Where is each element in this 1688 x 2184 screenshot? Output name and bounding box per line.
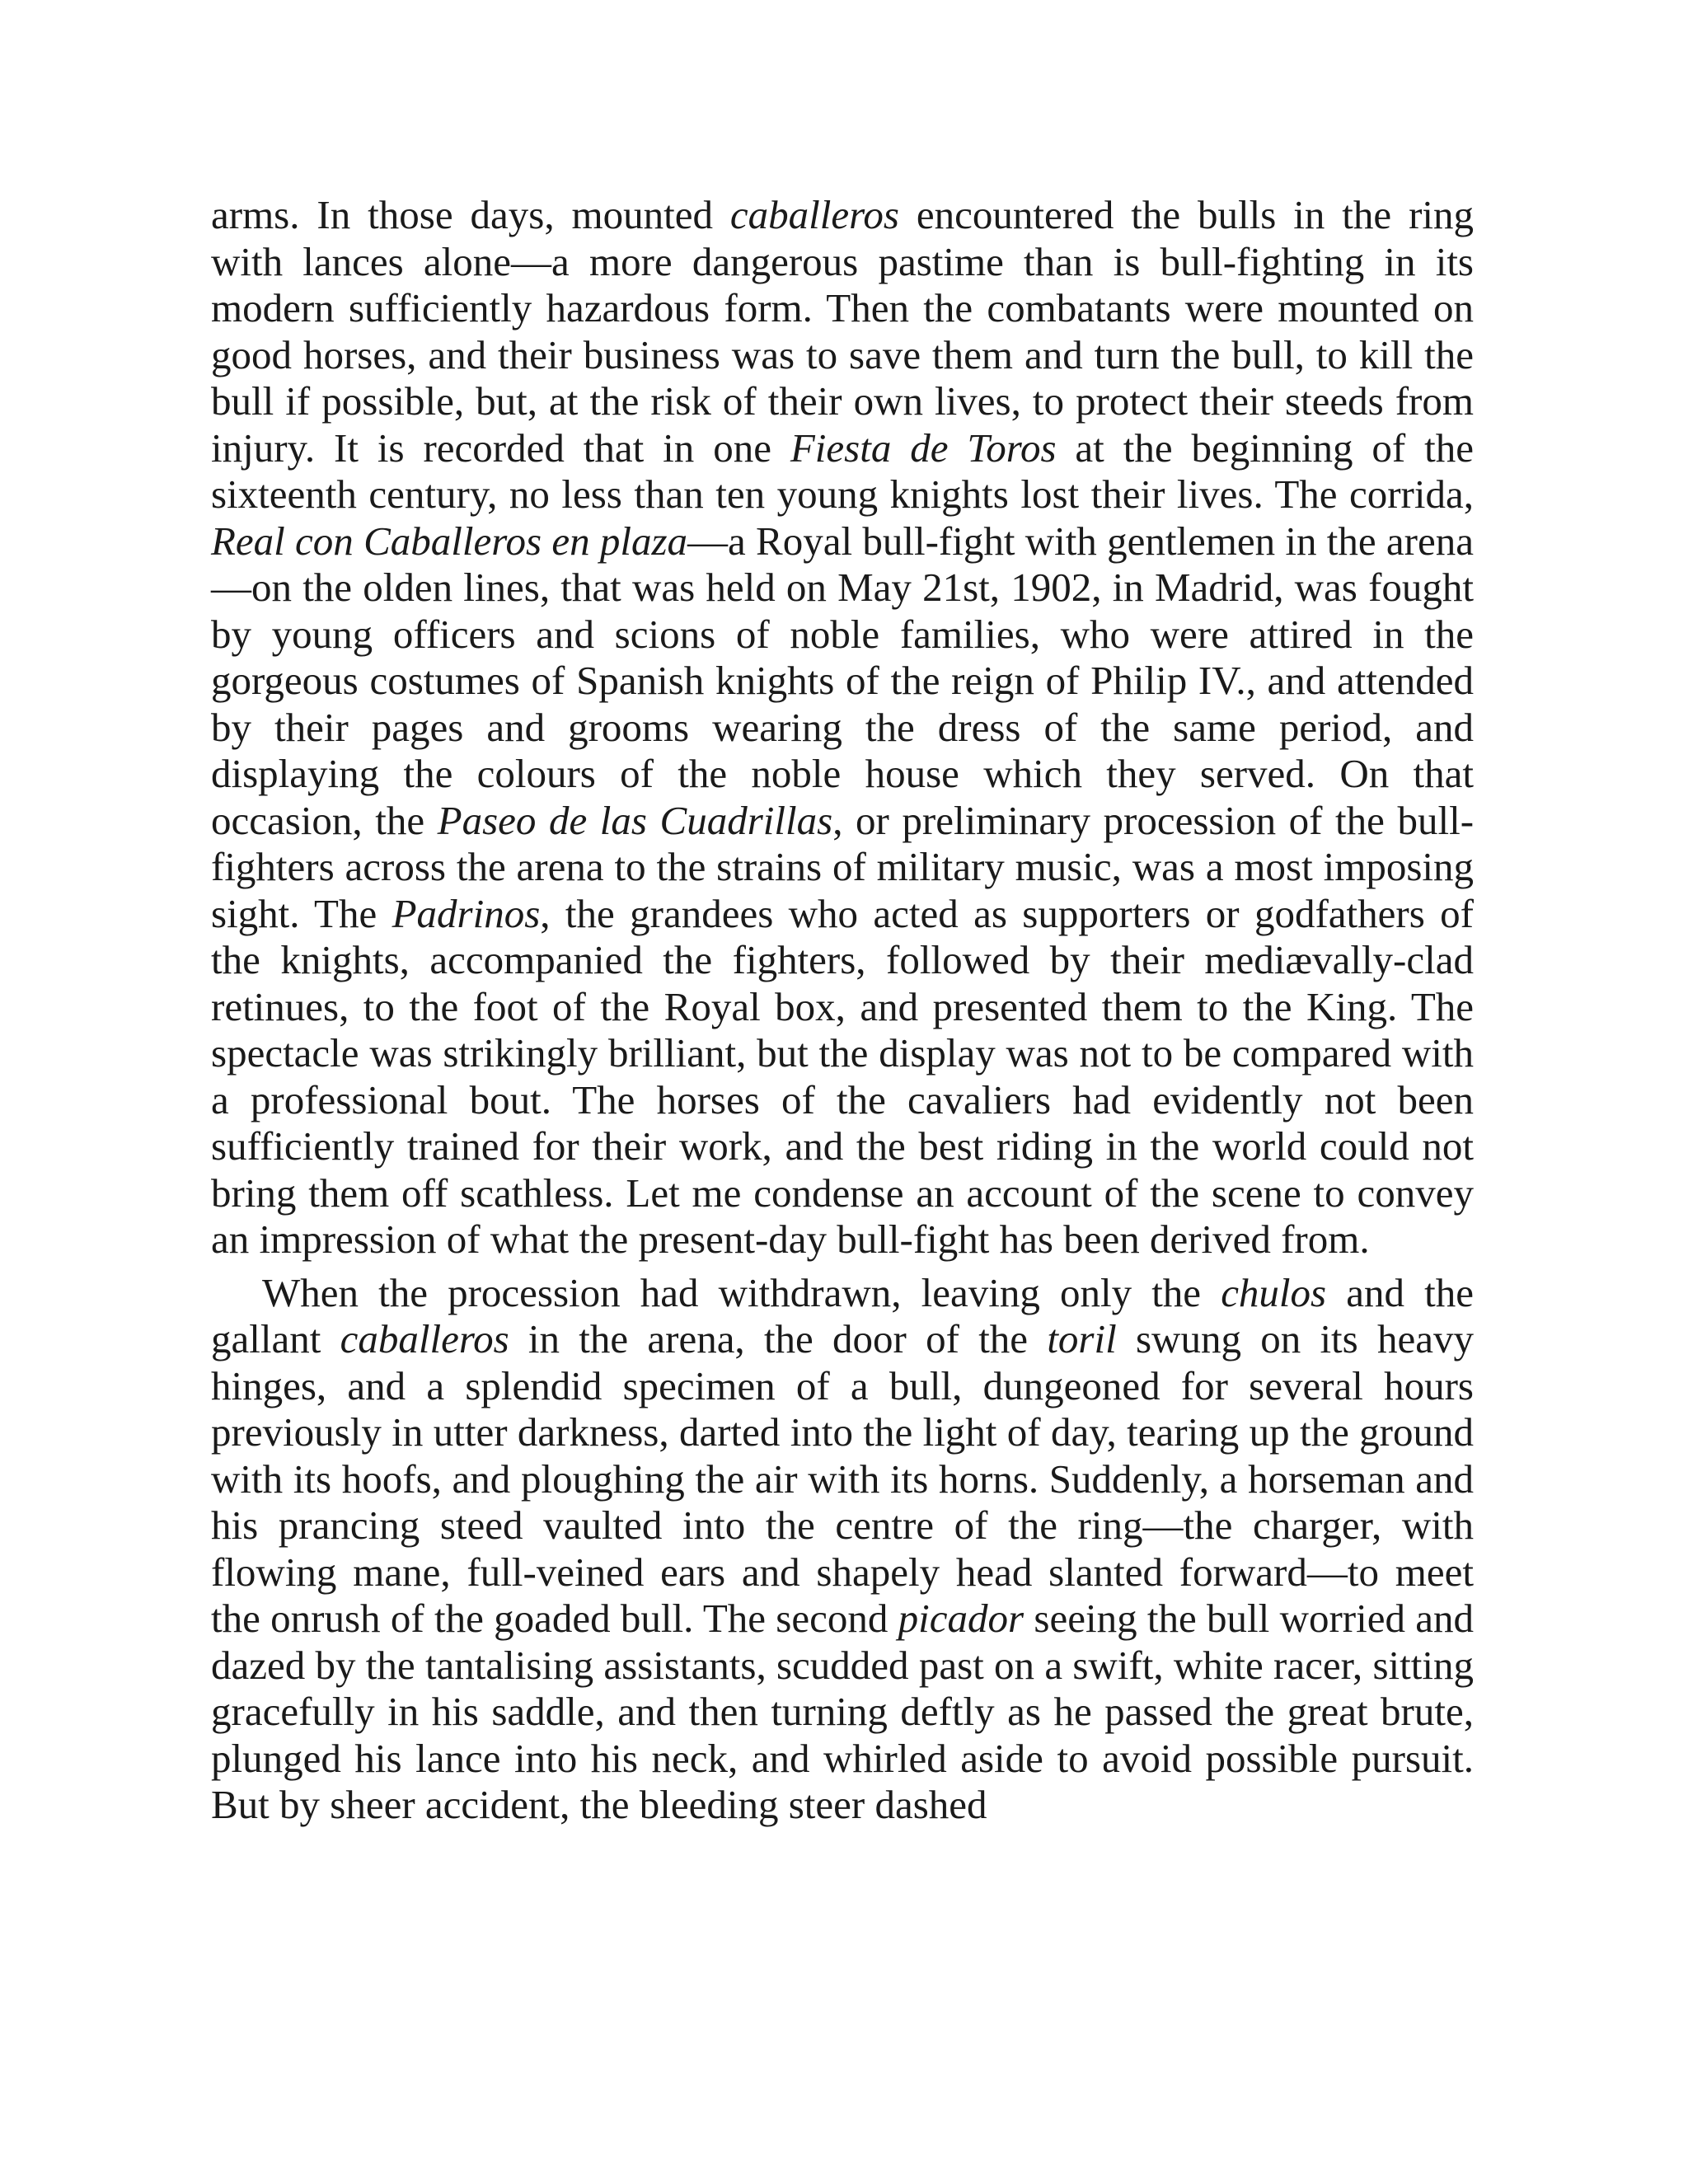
italic-term: toril <box>1047 1316 1117 1361</box>
italic-term: caballeros <box>340 1316 509 1361</box>
text-run: at the beginning of the sixteenth century, no less than ten young knights lost their lives. The corrida, <box>211 424 1474 517</box>
text-run: —a Royal bull-fight with gentlemen in the arena—on the olden lines, that was held on May 21st, 1902, in Madrid, was fought by young officers and scions of noble families, who were attired in the gorgeous costumes of Spanish knights of the reign of Philip IV., and attended by their pages and grooms wearing the dress of the same period, and displaying the colours of the noble house which they served. On that occasion, the <box>211 518 1474 843</box>
paragraph-1 <box>211 192 1474 1263</box>
text-run: , or preliminary procession of the bull-fighters across the arena to the strains of military music, was a most imposing sight. The <box>211 797 1475 936</box>
paragraph-2 <box>211 1270 1474 1829</box>
text-run: seeing the bull worried and dazed by the tantalising assistants, scudded past on a swift, white racer, sitting gracefully in his saddle, and then turning deftly as he passed the great brute, plunged his lance into his neck, and whirled aside to avoid possible pursuit. But by sheer accident, the bleeding steer dashed <box>211 1596 1475 1827</box>
italic-term: Padrinos <box>392 890 541 936</box>
text-run: in the arena, the door of the <box>509 1316 1048 1361</box>
italic-term: chulos <box>1221 1269 1327 1315</box>
italic-term: picador <box>898 1596 1025 1641</box>
text-run: , the grandees who acted as supporters or godfathers of the knights, accompanied the fighters, followed by their mediævally-clad retinues, to the foot of the Royal box, and presented them to the King. The spectacle was strikingly brilliant, but the display was not to be compared with a professional bout. The horses of the cavaliers had evidently not been sufficiently trained for their work, and the best riding in the world could not bring them off scathless. Let me condense an account of the scene to convey an impression of what the present-day bull-fight has been derived from. <box>211 890 1474 1262</box>
italic-term: caballeros <box>729 192 899 237</box>
text-run: arms. In those days, mounted <box>211 192 730 237</box>
text-run: and the gallant <box>211 1269 1474 1361</box>
book-page-text <box>211 192 1474 1829</box>
italic-term: Fiesta de Toros <box>790 424 1057 471</box>
text-run: swung on its heavy hinges, and a splendid specimen of a bull, dungeoned for several hours previously in utter darkness, darted into the light of day, tearing up the ground with its hoofs, and ploughing the air with its horns. Suddenly, a horseman and his prancing steed vaulted into the centre of the ring—the charger, with flowing mane, full-veined ears and shapely head slanted forward—to meet the onrush of the goaded bull. The second <box>211 1316 1474 1641</box>
text-run: encountered the bulls in the ring with lances alone—a more dangerous pastime than is bull-fighting in its modern sufficiently hazardous form. Then the combatants were mounted on good horses, and their business was to save them and turn the bull, to kill the bull if possible, but, at the risk of their own lives, to protect their steeds from injury. It is recorded that in one <box>211 192 1474 471</box>
text-run: When the procession had withdrawn, leaving only the <box>262 1269 1221 1315</box>
italic-term: Real con Caballeros en plaza <box>211 518 688 564</box>
italic-term: Paseo de las Cuadrillas <box>437 797 833 843</box>
